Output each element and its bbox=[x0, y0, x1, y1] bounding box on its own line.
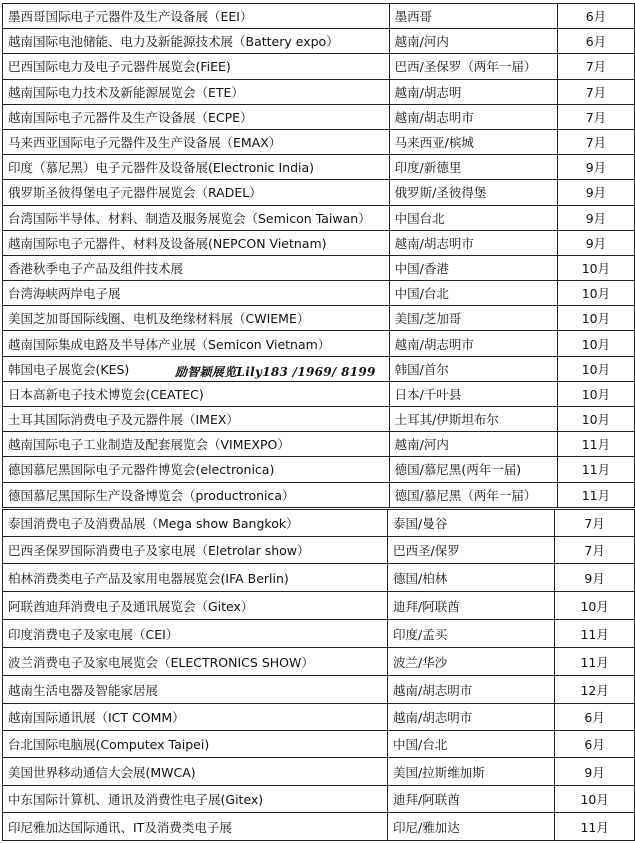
exhibition-name: 越南国际电池储能、电力及新能源技术展（Battery expo） bbox=[3, 29, 390, 54]
exhibition-name: 墨西哥国际电子元器件及生产设备展（EEI） bbox=[3, 4, 390, 29]
exhibition-month: 10月 bbox=[555, 592, 635, 620]
exhibition-name: 印尼雅加达国际通讯、IT及消费类电子展 bbox=[3, 813, 388, 841]
watermark-text: 励智颖展览Lily183 /1969/ 8199 bbox=[175, 365, 376, 379]
exhibition-name: 马来西亚国际电子元器件及生产设备展（EMAX） bbox=[3, 129, 390, 154]
exhibition-month: 12月 bbox=[555, 676, 635, 704]
table-row bbox=[3, 381, 635, 406]
exhibition-table-consumer bbox=[2, 509, 635, 841]
exhibition-location: 美国/芝加哥 bbox=[389, 306, 557, 331]
table-row bbox=[3, 29, 635, 54]
exhibition-location: 中国台北 bbox=[389, 205, 557, 230]
exhibition-month: 10月 bbox=[557, 306, 634, 331]
table-row bbox=[3, 331, 635, 356]
exhibition-location: 越南/胡志明市 bbox=[389, 331, 557, 356]
exhibition-location: 德国/慕尼黑（两年一届） bbox=[389, 482, 557, 507]
exhibition-name: 台湾国际半导体、材料、制造及服务展览会（Semicon Taiwan） bbox=[3, 205, 390, 230]
table-row bbox=[3, 786, 635, 813]
exhibition-month: 10月 bbox=[555, 786, 635, 813]
exhibition-name: 美国世界移动通信大会展(MWCA) bbox=[3, 758, 388, 786]
table-row bbox=[3, 432, 635, 457]
exhibition-location: 印度/新德里 bbox=[389, 155, 557, 180]
table-row bbox=[3, 180, 635, 205]
exhibition-month: 9月 bbox=[557, 205, 634, 230]
exhibition-location: 日本/千叶县 bbox=[389, 381, 557, 406]
exhibition-name: 韩国电子展览会(KES) bbox=[3, 356, 390, 381]
exhibition-month: 10月 bbox=[557, 356, 634, 381]
exhibition-month: 11月 bbox=[557, 432, 634, 457]
exhibition-month: 9月 bbox=[557, 230, 634, 255]
table-row bbox=[3, 155, 635, 180]
table-row bbox=[3, 4, 635, 29]
exhibition-name: 日本高新电子技术博览会(CEATEC) bbox=[3, 381, 390, 406]
table-row bbox=[3, 54, 635, 79]
exhibition-location: 越南/胡志明市 bbox=[389, 104, 557, 129]
table-row bbox=[3, 79, 635, 104]
exhibition-location: 德国/慕尼黑(两年一届) bbox=[389, 457, 557, 482]
table-row bbox=[3, 205, 635, 230]
table-row bbox=[3, 537, 635, 564]
exhibition-name: 土耳其国际消费电子及元器件展（IMEX） bbox=[3, 407, 390, 432]
exhibition-month: 10月 bbox=[557, 255, 634, 280]
exhibition-name: 美国芝加哥国际线圈、电机及绝缘材料展（CWIEME） bbox=[3, 306, 390, 331]
table-row bbox=[3, 510, 635, 537]
exhibition-month: 7月 bbox=[557, 54, 634, 79]
exhibition-name: 越南国际电子元器件及生产设备展（ECPE） bbox=[3, 104, 390, 129]
exhibition-month: 9月 bbox=[557, 180, 634, 205]
exhibition-location: 俄罗斯/圣彼得堡 bbox=[389, 180, 557, 205]
exhibition-name: 俄罗斯圣彼得堡电子元器件展览会（RADEL） bbox=[3, 180, 390, 205]
exhibition-table-electronics bbox=[2, 3, 635, 508]
exhibition-name: 巴西圣保罗国际消费电子及家电展（Eletrolar show） bbox=[3, 537, 388, 564]
exhibition-location: 迪拜/阿联酋 bbox=[388, 592, 555, 620]
exhibition-name: 中东国际计算机、通讯及消费性电子展(Gitex) bbox=[3, 786, 388, 813]
exhibition-location: 越南/胡志明市 bbox=[389, 230, 557, 255]
table-row bbox=[3, 457, 635, 482]
exhibition-month: 9月 bbox=[557, 155, 634, 180]
exhibition-location: 巴西/圣保罗（两年一届） bbox=[389, 54, 557, 79]
exhibition-month: 11月 bbox=[557, 482, 634, 507]
exhibition-location: 波兰/华沙 bbox=[388, 648, 555, 676]
exhibition-location: 印尼/雅加达 bbox=[388, 813, 555, 841]
table-row bbox=[3, 129, 635, 154]
table-row bbox=[3, 104, 635, 129]
table-row bbox=[3, 731, 635, 758]
exhibition-location: 中国/台北 bbox=[389, 281, 557, 306]
exhibition-location: 越南/胡志明市 bbox=[388, 676, 555, 704]
table-row bbox=[3, 648, 635, 676]
exhibition-location: 越南/胡志明 bbox=[389, 79, 557, 104]
exhibition-location: 土耳其/伊斯坦布尔 bbox=[389, 407, 557, 432]
table-row bbox=[3, 592, 635, 620]
exhibition-location: 中国/香港 bbox=[389, 255, 557, 280]
exhibition-month: 6月 bbox=[555, 704, 635, 731]
table-row bbox=[3, 407, 635, 432]
exhibition-name: 泰国消费电子及消费品展（Mega show Bangkok） bbox=[3, 510, 388, 537]
exhibition-location: 越南/河内 bbox=[389, 432, 557, 457]
exhibition-month: 11月 bbox=[555, 620, 635, 648]
table-row bbox=[3, 482, 635, 507]
exhibition-name: 越南国际电子元器件、材料及设备展(NEPCON Vietnam) bbox=[3, 230, 390, 255]
exhibition-name: 德国慕尼黑国际生产设备博览会（productronica） bbox=[3, 482, 390, 507]
exhibition-name: 越南国际集成电路及半导体产业展（Semicon Vietnam） bbox=[3, 331, 390, 356]
exhibition-month: 7月 bbox=[557, 104, 634, 129]
table-row bbox=[3, 620, 635, 648]
exhibition-name: 台北国际电脑展(Computex Taipei) bbox=[3, 731, 388, 758]
exhibition-location: 越南/河内 bbox=[389, 29, 557, 54]
exhibition-month: 10月 bbox=[557, 281, 634, 306]
table-row bbox=[3, 281, 635, 306]
exhibition-month: 11月 bbox=[555, 648, 635, 676]
exhibition-name: 波兰消费电子及家电展览会（ELECTRONICS SHOW） bbox=[3, 648, 388, 676]
table-row bbox=[3, 704, 635, 731]
exhibition-month: 9月 bbox=[555, 758, 635, 786]
exhibition-name: 越南国际电子工业制造及配套展览会（VIMEXPO） bbox=[3, 432, 390, 457]
exhibition-name: 印度（慕尼黑）电子元器件及设备展(Electronic India) bbox=[3, 155, 390, 180]
table-row bbox=[3, 564, 635, 592]
exhibition-month: 10月 bbox=[557, 331, 634, 356]
exhibition-name: 德国慕尼黑国际电子元器件博览会(electronica) bbox=[3, 457, 390, 482]
exhibition-month: 11月 bbox=[555, 813, 635, 841]
table-row bbox=[3, 813, 635, 841]
exhibition-month: 10月 bbox=[557, 407, 634, 432]
table-row bbox=[3, 676, 635, 704]
exhibition-location: 美国/拉斯维加斯 bbox=[388, 758, 555, 786]
exhibition-location: 韩国/首尔 bbox=[389, 356, 557, 381]
exhibition-location: 越南/胡志明市 bbox=[388, 704, 555, 731]
exhibition-name: 阿联酋迪拜消费电子及通讯展览会（Gitex） bbox=[3, 592, 388, 620]
exhibition-month: 6月 bbox=[557, 4, 634, 29]
exhibition-location: 迪拜/阿联酋 bbox=[388, 786, 555, 813]
exhibition-month: 7月 bbox=[555, 510, 635, 537]
exhibition-location: 墨西哥 bbox=[389, 4, 557, 29]
exhibition-month: 7月 bbox=[557, 129, 634, 154]
exhibition-name: 越南国际通讯展（ICT COMM） bbox=[3, 704, 388, 731]
exhibition-location: 马来西亚/槟城 bbox=[389, 129, 557, 154]
exhibition-name: 巴西国际电力及电子元器件展览会(FiEE) bbox=[3, 54, 390, 79]
exhibition-location: 中国/台北 bbox=[388, 731, 555, 758]
exhibition-month: 7月 bbox=[555, 537, 635, 564]
table-row bbox=[3, 230, 635, 255]
exhibition-month: 7月 bbox=[557, 79, 634, 104]
table-row bbox=[3, 255, 635, 280]
exhibition-location: 泰国/曼谷 bbox=[388, 510, 555, 537]
exhibition-month: 9月 bbox=[555, 564, 635, 592]
exhibition-name: 香港秋季电子产品及组件技术展 bbox=[3, 255, 390, 280]
exhibition-location: 德国/柏林 bbox=[388, 564, 555, 592]
exhibition-name: 印度消费电子及家电展（CEI） bbox=[3, 620, 388, 648]
table-row bbox=[3, 758, 635, 786]
exhibition-month: 6月 bbox=[557, 29, 634, 54]
exhibition-month: 10月 bbox=[557, 381, 634, 406]
exhibition-name: 台湾海峡两岸电子展 bbox=[3, 281, 390, 306]
exhibition-name: 越南生活电器及智能家居展 bbox=[3, 676, 388, 704]
exhibition-name: 柏林消费类电子产品及家用电器展览会(IFA Berlin) bbox=[3, 564, 388, 592]
exhibition-month: 11月 bbox=[557, 457, 634, 482]
exhibition-name: 越南国际电力技术及新能源展览会（ETE） bbox=[3, 79, 390, 104]
exhibition-month: 6月 bbox=[555, 731, 635, 758]
exhibition-location: 巴西圣/保罗 bbox=[388, 537, 555, 564]
table-row bbox=[3, 306, 635, 331]
exhibition-location: 印度/孟买 bbox=[388, 620, 555, 648]
